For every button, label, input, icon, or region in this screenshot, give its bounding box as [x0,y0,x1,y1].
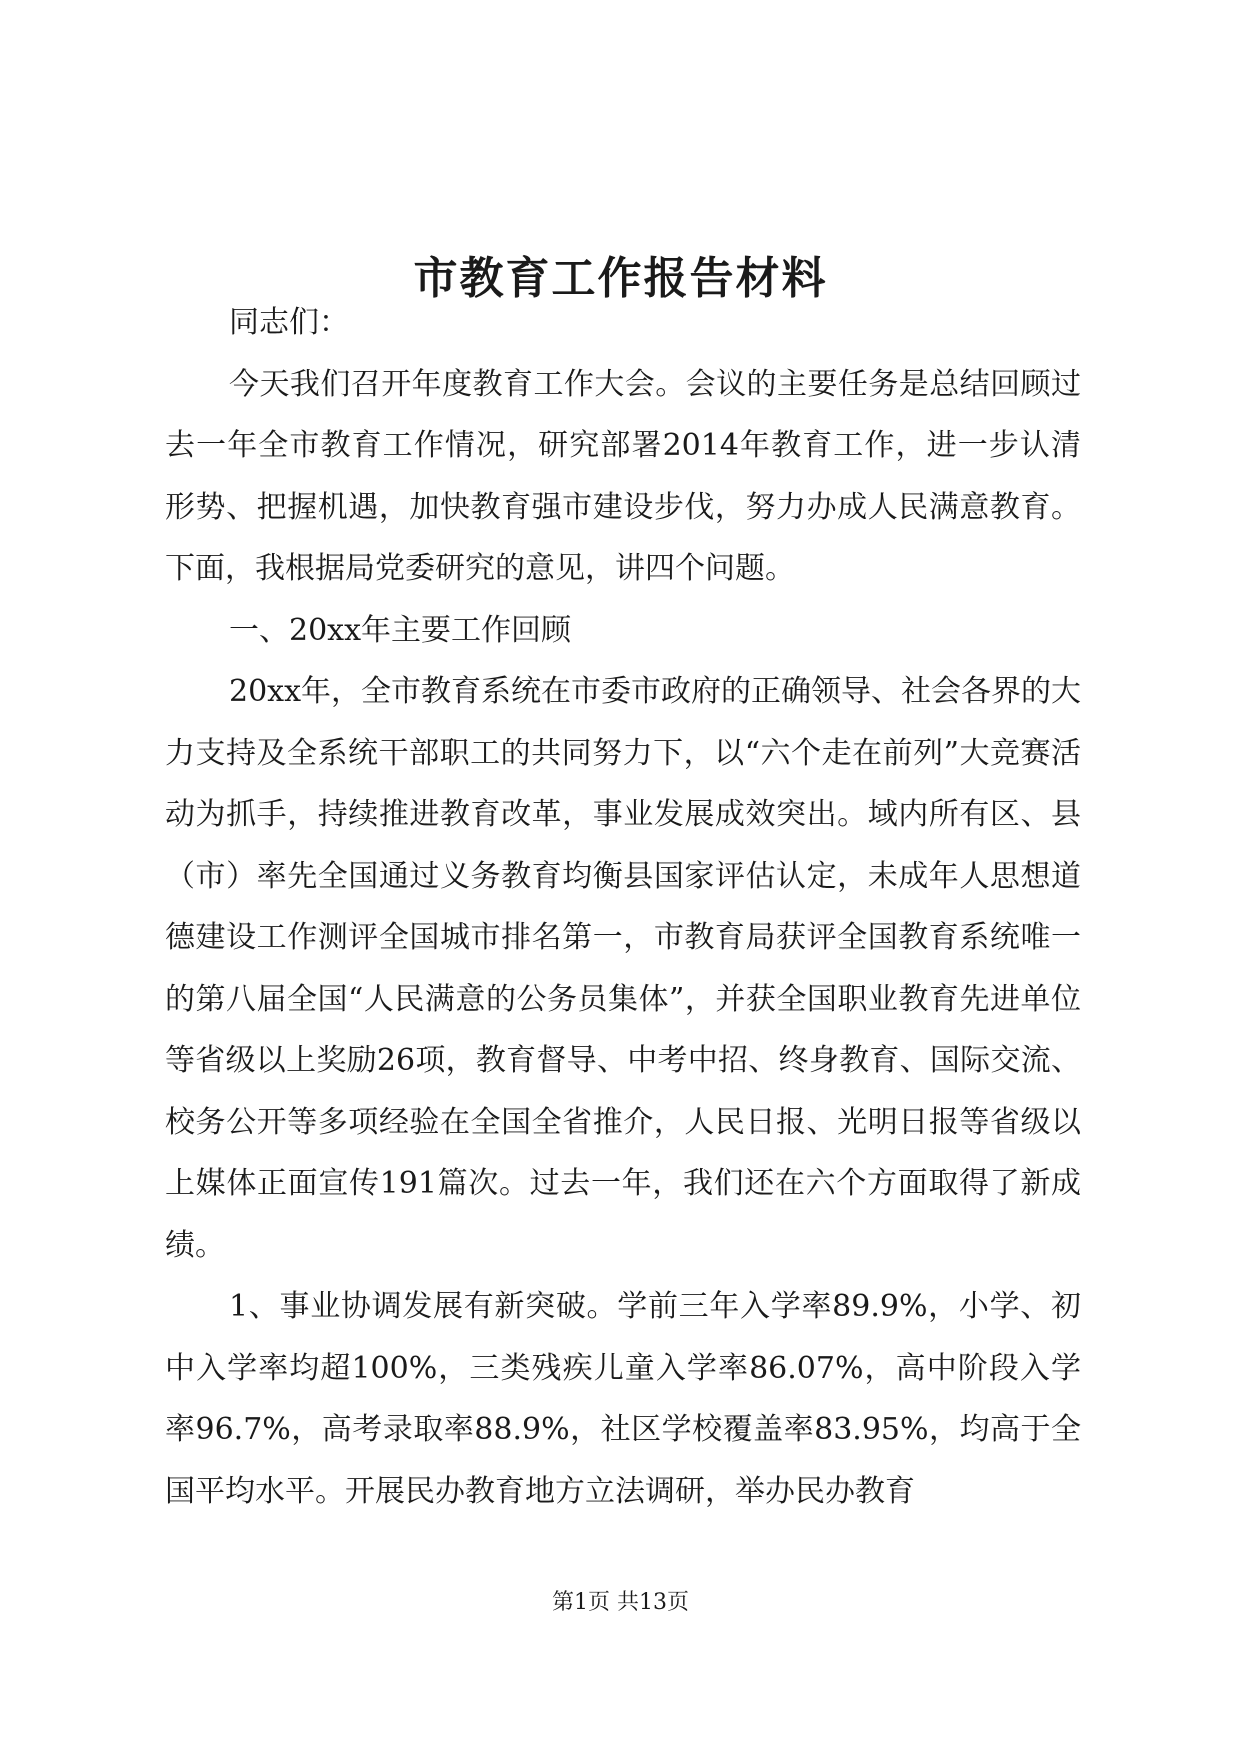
section-heading: 一、20xx年主要工作回顾 [229,612,572,648]
salutation: 同志们： [229,305,349,340]
document-title: 市教育工作报告材料 [413,253,828,305]
page-number-footer: 第1页 共13页 [552,1590,689,1615]
intro-paragraph: 今天我们召开年度教育工作大会。会议的主要任务是总结回顾过去一年全市教育工作情况，研究部署2014年教育工作，进一步认清形势、把握机遇，加快教育强市建设步伐，努力办成人民满意教育。下面，我根据局党委研究的意见，讲四个问题。 [165,366,1081,586]
document-body [165,292,1081,1522]
achievement-paragraph: 1、事业协调发展有新突破。学前三年入学率89.9%，小学、初中入学率均超100%，三类残疾儿童入学率86.07%，高中阶段入学率96.7%，高考录取率88.9%，社区学校覆盖率83.95%，均高于全国平均水平。开展民办教育地方立法调研，举办民办教育 [165,1289,1081,1509]
review-paragraph: 20xx年，全市教育系统在市委市政府的正确领导、社会各界的大力支持及全系统干部职工的共同努力下，以“六个走在前列”大竞赛活动为抓手，持续推进教育改革，事业发展成效突出。域内所有区、县（市）率先全国通过义务教育均衡县国家评估认定，未成年人思想道德建设工作测评全国城市排名第一，市教育局获评全国教育系统唯一的第八届全国“人民满意的公务员集体”，并获全国职业教育先进单位等省级以上奖励26项，教育督导、中考中招、终身教育、国际交流、校务公开等多项经验在全国全省推介，人民日报、光明日报等省级以上媒体正面宣传191篇次。过去一年，我们还在六个方面取得了新成绩。 [165,674,1082,1263]
